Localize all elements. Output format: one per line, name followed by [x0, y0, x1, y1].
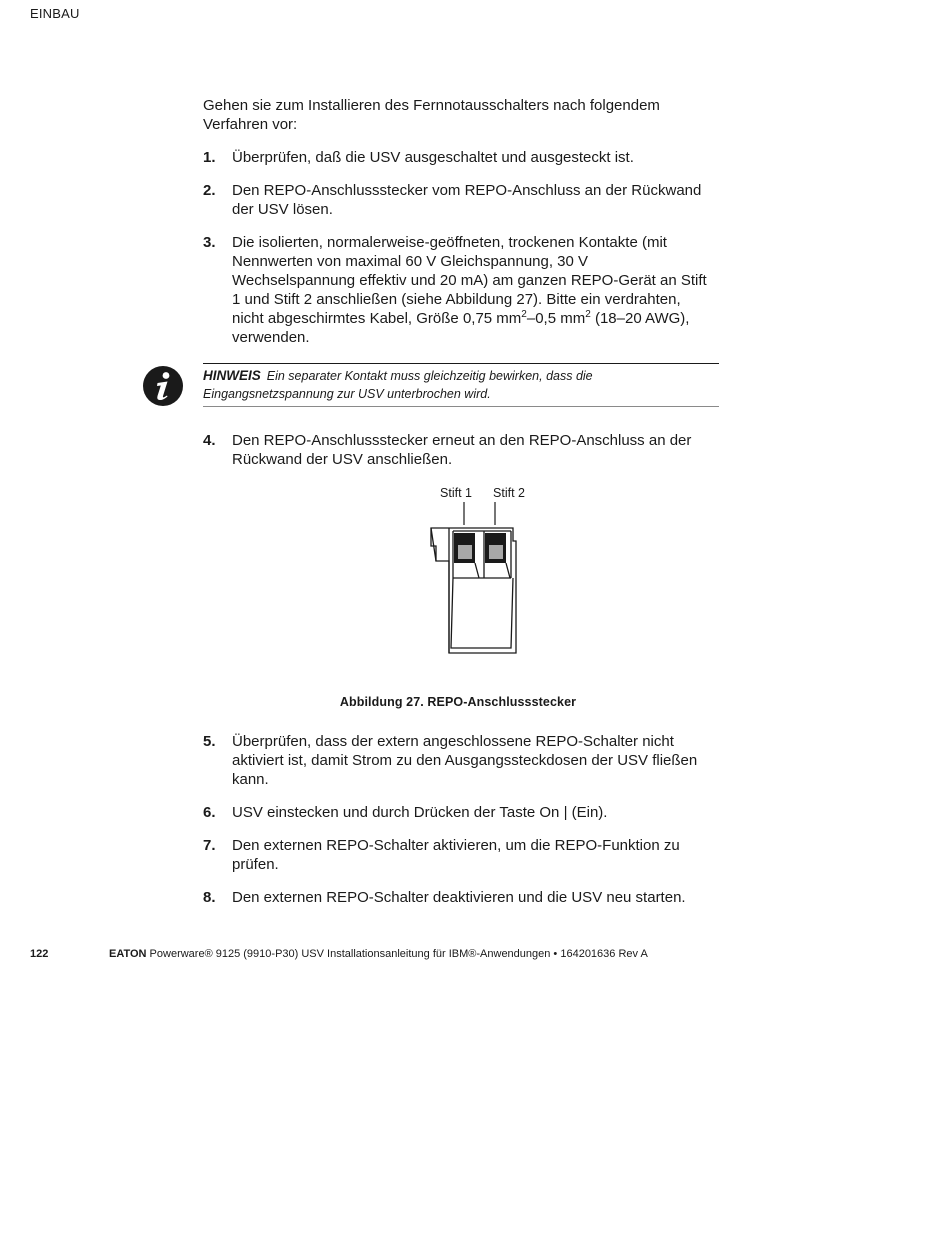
- list-item: [203, 836, 713, 874]
- intro-paragraph: Gehen sie zum Installieren des Fernnotausschalters nach folgendem Verfahren vor:: [203, 97, 660, 133]
- list-item: [203, 732, 713, 789]
- step-number: 3.: [203, 234, 216, 251]
- footer-text: [109, 948, 648, 960]
- list-item: [203, 431, 713, 469]
- step-text-part: Die isolierten, normalerweise-geöffneten, trockenen Kontakte (mit Nennwerten von maximal 60 V Gleichspannung, 30 V Wechselspannung effektiv und 20 mA) am ganzen REPO-Gerät an Stift 1 und Stift 2 anschließen (siehe Abbildung 27). Bitte ein verdrahten, nicht abgeschirmtes Kabel, Größe 0,75 mm: [232, 234, 707, 327]
- step-text: Den externen REPO-Schalter deaktivieren und die USV neu starten.: [232, 889, 686, 906]
- note-text: Ein separater Kontakt muss gleichzeitig bewirken, dass die Eingangsnetzspannung zur USV unterbrochen wird.: [203, 369, 593, 401]
- pin2-label: Stift 2: [493, 486, 525, 500]
- superscript: 2: [521, 309, 527, 320]
- list-item: [203, 148, 713, 167]
- step-number: 1.: [203, 149, 216, 166]
- page-content: [203, 96, 713, 921]
- pin2-screw: [489, 545, 503, 559]
- figure-repo-connector: [203, 483, 713, 683]
- list-item: [203, 803, 713, 822]
- step-text: Überprüfen, dass der extern angeschlossene REPO-Schalter nicht aktiviert ist, damit Strom zu den Ausgangssteckdosen der USV fließen kann.: [232, 733, 698, 788]
- step-text: Den REPO-Anschlussstecker erneut an den REPO-Anschluss an der Rückwand der USV anschließen.: [232, 432, 692, 468]
- step-number: 6.: [203, 804, 216, 821]
- step-text: USV einstecken und durch Drücken der Taste On | (Ein).: [232, 804, 608, 821]
- footer-description: Powerware® 9125 (9910-P30) USV Installationsanleitung für IBM®-Anwendungen • 164201636 Rev A: [146, 948, 648, 960]
- step-text: Den REPO-Anschlussstecker vom REPO-Anschluss an der Rückwand der USV lösen.: [232, 182, 702, 218]
- step-text: [232, 233, 713, 347]
- list-item: [203, 888, 713, 907]
- repo-connector-diagram: [403, 483, 533, 663]
- step-number: 8.: [203, 889, 216, 906]
- step-text-part: –0,5 mm: [526, 310, 586, 327]
- brand-name: EATON: [109, 948, 147, 960]
- page-number: 122: [30, 948, 49, 960]
- section-header: EINBAU: [30, 6, 80, 21]
- list-item: [203, 181, 713, 219]
- pin1-screw: [458, 545, 472, 559]
- superscript: 2: [585, 309, 591, 320]
- step-number: 2.: [203, 182, 216, 199]
- step-number: 5.: [203, 733, 216, 750]
- pin1-label: Stift 1: [440, 486, 472, 500]
- step-text: Den externen REPO-Schalter aktivieren, um die REPO-Funktion zu prüfen.: [232, 837, 680, 873]
- step-text-part: (18–20 AWG), verwenden.: [232, 310, 690, 346]
- note-box: [203, 363, 719, 407]
- step-number: 7.: [203, 837, 216, 854]
- step-number: 4.: [203, 432, 216, 449]
- figure-caption: Abbildung 27. REPO-Anschlussstecker: [339, 695, 577, 709]
- info-icon: [141, 364, 185, 408]
- step-text: Überprüfen, daß die USV ausgeschaltet und ausgesteckt ist.: [232, 149, 634, 166]
- list-item: [203, 233, 713, 347]
- note-label: HINWEIS: [203, 368, 261, 383]
